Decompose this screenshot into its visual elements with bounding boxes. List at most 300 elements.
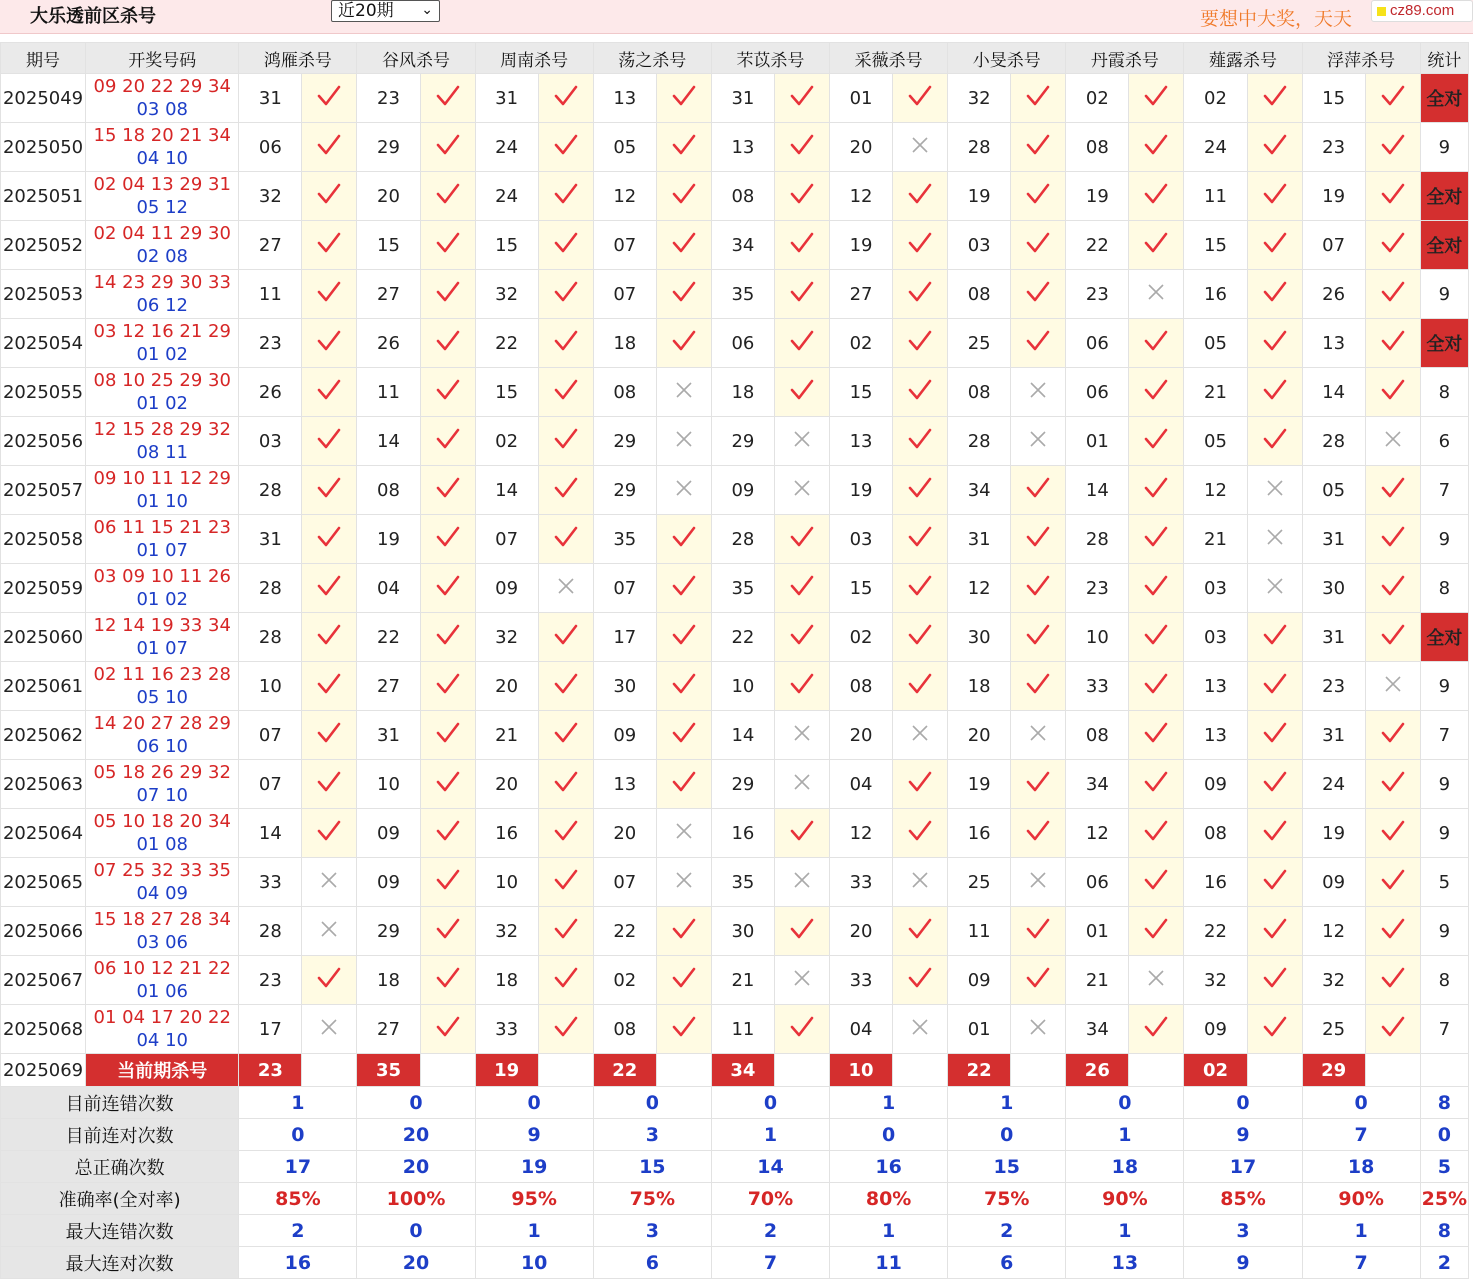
kill-number-cell: 05	[1184, 417, 1247, 466]
cross-icon	[792, 723, 812, 743]
check-icon	[672, 280, 696, 304]
wrong-mark-cell	[1011, 858, 1066, 907]
kill-number-cell: 20	[475, 662, 538, 711]
kill-number-cell: 15	[830, 564, 893, 613]
kill-number-cell: 02	[1184, 74, 1247, 123]
correct-mark-cell	[1129, 368, 1184, 417]
kill-number-cell: 33	[239, 858, 302, 907]
current-empty-cell	[1129, 1054, 1184, 1087]
check-icon	[317, 476, 341, 500]
kill-number-cell: 19	[830, 466, 893, 515]
check-icon	[672, 525, 696, 549]
check-icon	[317, 329, 341, 353]
check-icon	[908, 84, 932, 108]
correct-mark-cell	[656, 956, 711, 1005]
period-cell: 2025053	[1, 270, 86, 319]
period-cell: 2025066	[1, 907, 86, 956]
kill-number-cell: 14	[475, 466, 538, 515]
check-icon	[436, 133, 460, 157]
cross-icon	[1265, 478, 1285, 498]
correct-mark-cell	[656, 123, 711, 172]
kill-number-cell: 15	[475, 221, 538, 270]
check-icon	[436, 574, 460, 598]
kill-number-cell: 12	[830, 172, 893, 221]
current-empty-cell	[893, 1054, 948, 1087]
check-icon	[1144, 1015, 1168, 1039]
correct-mark-cell	[1011, 907, 1066, 956]
stats-value: 13	[1066, 1247, 1184, 1279]
correct-mark-cell	[420, 662, 475, 711]
correct-mark-cell	[1365, 564, 1420, 613]
stats-value: 0	[1184, 1087, 1302, 1119]
correct-mark-cell	[1365, 956, 1420, 1005]
kill-number-cell: 09	[948, 956, 1011, 1005]
check-icon	[1144, 672, 1168, 696]
kill-number-cell: 34	[711, 221, 774, 270]
check-icon	[1263, 182, 1287, 206]
correct-mark-cell	[420, 466, 475, 515]
correct-mark-cell	[1129, 319, 1184, 368]
stats-row	[1, 1215, 1469, 1247]
stats-value: 0	[948, 1119, 1066, 1151]
cross-icon	[1028, 429, 1048, 449]
correct-mark-cell	[774, 270, 829, 319]
check-icon	[554, 182, 578, 206]
stats-value: 15	[948, 1151, 1066, 1183]
kill-number-cell: 32	[239, 172, 302, 221]
correct-mark-cell	[420, 221, 475, 270]
correct-mark-cell	[1247, 809, 1302, 858]
correct-mark-cell	[1129, 74, 1184, 123]
correct-mark-cell	[774, 172, 829, 221]
front-numbers: 09 10 11 12 29	[93, 468, 231, 489]
check-icon	[790, 133, 814, 157]
front-numbers: 09 20 22 29 34	[93, 76, 231, 97]
correct-mark-cell	[1129, 809, 1184, 858]
kill-number-cell: 17	[593, 613, 656, 662]
correct-mark-cell	[538, 74, 593, 123]
check-icon	[908, 917, 932, 941]
kill-number-cell: 21	[1184, 368, 1247, 417]
correct-mark-cell	[302, 270, 357, 319]
current-kill-number: 19	[475, 1054, 538, 1087]
front-numbers: 03 09 10 11 26	[93, 566, 231, 587]
kill-number-cell: 21	[1184, 515, 1247, 564]
stats-value: 17	[1184, 1151, 1302, 1183]
correct-mark-cell	[538, 172, 593, 221]
kill-number-cell: 13	[1184, 711, 1247, 760]
stats-value: 7	[1302, 1247, 1420, 1279]
kill-number-cell: 19	[948, 760, 1011, 809]
check-icon	[1144, 84, 1168, 108]
stats-value: 17	[239, 1151, 357, 1183]
check-icon	[1144, 378, 1168, 402]
wrong-mark-cell	[538, 564, 593, 613]
check-icon	[1026, 280, 1050, 304]
check-icon	[317, 623, 341, 647]
correct-mark-cell	[1011, 221, 1066, 270]
correct-mark-cell	[1011, 564, 1066, 613]
current-kill-number: 22	[948, 1054, 1011, 1087]
check-icon	[908, 966, 932, 990]
wrong-mark-cell	[302, 907, 357, 956]
kill-number-cell: 35	[593, 515, 656, 564]
column-header: 丹霞杀号	[1066, 43, 1184, 74]
check-icon	[672, 231, 696, 255]
check-icon	[436, 623, 460, 647]
check-icon	[672, 623, 696, 647]
check-icon	[790, 819, 814, 843]
draw-numbers-cell	[86, 711, 239, 760]
check-icon	[1381, 574, 1405, 598]
kill-number-cell: 35	[711, 564, 774, 613]
draw-numbers-cell	[86, 74, 239, 123]
stats-value: 75%	[948, 1183, 1066, 1215]
cross-icon	[910, 870, 930, 890]
front-numbers: 12 15 28 29 32	[93, 419, 231, 440]
kill-number-cell: 27	[239, 221, 302, 270]
stats-value: 90%	[1066, 1183, 1184, 1215]
check-icon	[1144, 525, 1168, 549]
stats-value: 0	[830, 1119, 948, 1151]
kill-number-cell: 12	[1066, 809, 1129, 858]
check-icon	[554, 917, 578, 941]
kill-number-cell: 14	[1302, 368, 1365, 417]
kill-number-cell: 10	[357, 760, 420, 809]
back-numbers: 01 07	[136, 540, 188, 561]
kill-number-cell: 33	[830, 956, 893, 1005]
cross-icon	[674, 478, 694, 498]
back-numbers: 06 12	[136, 295, 188, 316]
kill-number-cell: 08	[948, 270, 1011, 319]
cross-icon	[792, 870, 812, 890]
stats-total: 25%	[1420, 1183, 1468, 1215]
correct-mark-cell	[656, 711, 711, 760]
front-numbers: 12 14 19 33 34	[93, 615, 231, 636]
check-icon	[436, 280, 460, 304]
stat-cell: 8	[1420, 564, 1468, 613]
correct-mark-cell	[1011, 613, 1066, 662]
kill-number-cell: 32	[475, 907, 538, 956]
wrong-mark-cell	[1011, 1005, 1066, 1054]
correct-mark-cell	[538, 515, 593, 564]
correct-mark-cell	[1011, 760, 1066, 809]
check-icon	[317, 672, 341, 696]
kill-number-cell: 31	[475, 74, 538, 123]
period-select[interactable]	[331, 0, 440, 22]
check-icon	[672, 672, 696, 696]
correct-mark-cell	[538, 711, 593, 760]
check-icon	[1381, 623, 1405, 647]
cross-icon	[674, 821, 694, 841]
check-icon	[672, 917, 696, 941]
current-kill-number: 29	[1302, 1054, 1365, 1087]
stats-value: 6	[593, 1247, 711, 1279]
correct-mark-cell	[538, 417, 593, 466]
table-row	[1, 123, 1469, 172]
check-icon	[436, 917, 460, 941]
check-icon	[1263, 672, 1287, 696]
kill-number-cell: 13	[593, 74, 656, 123]
check-icon	[672, 182, 696, 206]
check-icon	[1144, 574, 1168, 598]
check-icon	[554, 770, 578, 794]
kill-number-cell: 29	[711, 760, 774, 809]
correct-mark-cell	[1011, 809, 1066, 858]
check-icon	[317, 427, 341, 451]
front-numbers: 07 25 32 33 35	[93, 860, 231, 881]
wrong-mark-cell	[1365, 417, 1420, 466]
kill-number-cell: 12	[1302, 907, 1365, 956]
column-header: 浮萍杀号	[1302, 43, 1420, 74]
kill-number-cell: 31	[357, 711, 420, 760]
kill-number-cell: 27	[830, 270, 893, 319]
correct-mark-cell	[893, 662, 948, 711]
kill-number-cell: 20	[830, 123, 893, 172]
check-icon	[1144, 917, 1168, 941]
check-icon	[790, 1015, 814, 1039]
table-row	[1, 172, 1469, 221]
correct-mark-cell	[656, 515, 711, 564]
check-icon	[908, 378, 932, 402]
column-header: 期号	[1, 43, 86, 74]
current-stat-empty	[1420, 1054, 1468, 1087]
stats-value: 0	[475, 1087, 593, 1119]
correct-mark-cell	[420, 564, 475, 613]
back-numbers: 01 07	[136, 638, 188, 659]
check-icon	[1026, 133, 1050, 157]
correct-mark-cell	[774, 74, 829, 123]
correct-mark-cell	[893, 74, 948, 123]
check-icon	[908, 231, 932, 255]
wrong-mark-cell	[1011, 417, 1066, 466]
kill-number-cell: 10	[239, 662, 302, 711]
kill-number-cell: 11	[948, 907, 1011, 956]
correct-mark-cell	[656, 907, 711, 956]
table-row	[1, 662, 1469, 711]
current-empty-cell	[656, 1054, 711, 1087]
stats-value: 1	[1302, 1215, 1420, 1247]
check-icon	[1263, 329, 1287, 353]
correct-mark-cell	[538, 613, 593, 662]
table-row	[1, 564, 1469, 613]
wrong-mark-cell	[1247, 564, 1302, 613]
kill-number-cell: 02	[830, 613, 893, 662]
correct-mark-cell	[1247, 1005, 1302, 1054]
correct-mark-cell	[656, 221, 711, 270]
stats-value: 1	[1066, 1119, 1184, 1151]
table-body	[1, 74, 1469, 1279]
check-icon	[1263, 84, 1287, 108]
correct-mark-cell	[420, 417, 475, 466]
check-icon	[436, 770, 460, 794]
correct-mark-cell	[302, 74, 357, 123]
correct-mark-cell	[656, 564, 711, 613]
table-row	[1, 1005, 1469, 1054]
kill-number-cell: 34	[1066, 760, 1129, 809]
correct-mark-cell	[1365, 123, 1420, 172]
kill-number-cell: 03	[239, 417, 302, 466]
check-icon	[1026, 84, 1050, 108]
correct-mark-cell	[1129, 858, 1184, 907]
correct-mark-cell	[1247, 368, 1302, 417]
check-icon	[1144, 427, 1168, 451]
back-numbers: 01 02	[136, 393, 188, 414]
check-icon	[1026, 672, 1050, 696]
correct-mark-cell	[1247, 319, 1302, 368]
table-row	[1, 907, 1469, 956]
check-icon	[554, 1015, 578, 1039]
check-icon	[908, 819, 932, 843]
kill-number-cell: 09	[1184, 760, 1247, 809]
kill-number-cell: 09	[357, 858, 420, 907]
kill-number-cell: 17	[239, 1005, 302, 1054]
cross-icon	[674, 870, 694, 890]
stat-cell: 5	[1420, 858, 1468, 907]
kill-number-cell: 01	[1066, 417, 1129, 466]
back-numbers: 07 10	[136, 785, 188, 806]
kill-number-cell: 28	[1302, 417, 1365, 466]
kill-number-cell: 14	[239, 809, 302, 858]
cross-icon	[1028, 723, 1048, 743]
kill-number-cell: 19	[357, 515, 420, 564]
stats-value: 3	[1184, 1215, 1302, 1247]
check-icon	[1381, 329, 1405, 353]
correct-mark-cell	[774, 123, 829, 172]
cross-icon	[1265, 527, 1285, 547]
correct-mark-cell	[302, 613, 357, 662]
kill-number-cell: 30	[1302, 564, 1365, 613]
check-icon	[1144, 770, 1168, 794]
kill-number-cell: 23	[239, 319, 302, 368]
stats-value: 20	[357, 1247, 475, 1279]
check-icon	[1381, 525, 1405, 549]
stats-value: 85%	[1184, 1183, 1302, 1215]
cross-icon	[910, 723, 930, 743]
check-icon	[1263, 966, 1287, 990]
stats-value: 70%	[711, 1183, 829, 1215]
kill-number-cell: 06	[239, 123, 302, 172]
kill-number-cell: 12	[593, 172, 656, 221]
correct-mark-cell	[774, 221, 829, 270]
kill-number-cell: 03	[1184, 613, 1247, 662]
cross-icon	[1265, 576, 1285, 596]
check-icon	[790, 525, 814, 549]
correct-mark-cell	[1129, 1005, 1184, 1054]
check-icon	[908, 329, 932, 353]
front-numbers: 02 04 11 29 30	[93, 223, 231, 244]
kill-number-cell: 02	[475, 417, 538, 466]
kill-number-cell: 13	[711, 123, 774, 172]
kill-number-cell: 21	[1066, 956, 1129, 1005]
stats-value: 85%	[239, 1183, 357, 1215]
check-icon	[790, 672, 814, 696]
correct-mark-cell	[420, 956, 475, 1005]
check-icon	[1026, 525, 1050, 549]
period-cell: 2025061	[1, 662, 86, 711]
kill-number-cell: 28	[948, 417, 1011, 466]
correct-mark-cell	[774, 564, 829, 613]
kill-number-cell: 24	[1302, 760, 1365, 809]
kill-number-cell: 21	[711, 956, 774, 1005]
current-period: 2025069	[1, 1054, 86, 1087]
stats-value: 3	[593, 1119, 711, 1151]
correct-mark-cell	[774, 368, 829, 417]
kill-number-cell: 35	[711, 270, 774, 319]
kill-number-cell: 10	[475, 858, 538, 907]
stat-cell: 6	[1420, 417, 1468, 466]
correct-mark-cell	[538, 270, 593, 319]
draw-numbers-cell	[86, 613, 239, 662]
correct-mark-cell	[1247, 760, 1302, 809]
correct-mark-cell	[420, 123, 475, 172]
stat-cell: 全对	[1420, 74, 1468, 123]
column-header: 芣苡杀号	[711, 43, 829, 74]
correct-mark-cell	[302, 368, 357, 417]
kill-number-cell: 29	[357, 123, 420, 172]
kill-number-cell: 07	[239, 711, 302, 760]
check-icon	[436, 182, 460, 206]
stats-value: 80%	[830, 1183, 948, 1215]
check-icon	[1026, 476, 1050, 500]
stats-value: 1	[1066, 1215, 1184, 1247]
current-empty-cell	[774, 1054, 829, 1087]
wrong-mark-cell	[1365, 662, 1420, 711]
correct-mark-cell	[1365, 613, 1420, 662]
kill-number-cell: 08	[1066, 711, 1129, 760]
kill-number-cell: 15	[475, 368, 538, 417]
wrong-mark-cell	[1011, 368, 1066, 417]
table-row	[1, 613, 1469, 662]
correct-mark-cell	[538, 319, 593, 368]
correct-mark-cell	[302, 466, 357, 515]
front-numbers: 02 04 13 29 31	[93, 174, 231, 195]
correct-mark-cell	[1365, 858, 1420, 907]
stats-value: 2	[711, 1215, 829, 1247]
kill-number-cell: 23	[1066, 564, 1129, 613]
check-icon	[908, 574, 932, 598]
correct-mark-cell	[893, 221, 948, 270]
kill-number-cell: 13	[1184, 662, 1247, 711]
kill-number-cell: 26	[239, 368, 302, 417]
kill-number-cell: 24	[1184, 123, 1247, 172]
kill-number-cell: 31	[948, 515, 1011, 564]
check-icon	[554, 231, 578, 255]
check-icon	[1144, 133, 1168, 157]
correct-mark-cell	[538, 858, 593, 907]
stat-cell: 7	[1420, 1005, 1468, 1054]
check-icon	[1026, 329, 1050, 353]
site-logo[interactable]	[1371, 0, 1473, 22]
kill-number-cell: 16	[948, 809, 1011, 858]
table-row	[1, 417, 1469, 466]
column-header: 小旻杀号	[948, 43, 1066, 74]
kill-number-cell: 13	[830, 417, 893, 466]
check-icon	[790, 84, 814, 108]
stats-value: 9	[1184, 1247, 1302, 1279]
check-icon	[1263, 280, 1287, 304]
wrong-mark-cell	[656, 368, 711, 417]
cross-icon	[1028, 1017, 1048, 1037]
check-icon	[1144, 819, 1168, 843]
period-cell: 2025057	[1, 466, 86, 515]
stats-label: 准确率(全对率)	[1, 1183, 239, 1215]
check-icon	[672, 574, 696, 598]
cross-icon	[1146, 282, 1166, 302]
current-kill-number: 23	[239, 1054, 302, 1087]
front-numbers: 05 10 18 20 34	[93, 811, 231, 832]
correct-mark-cell	[1247, 858, 1302, 907]
